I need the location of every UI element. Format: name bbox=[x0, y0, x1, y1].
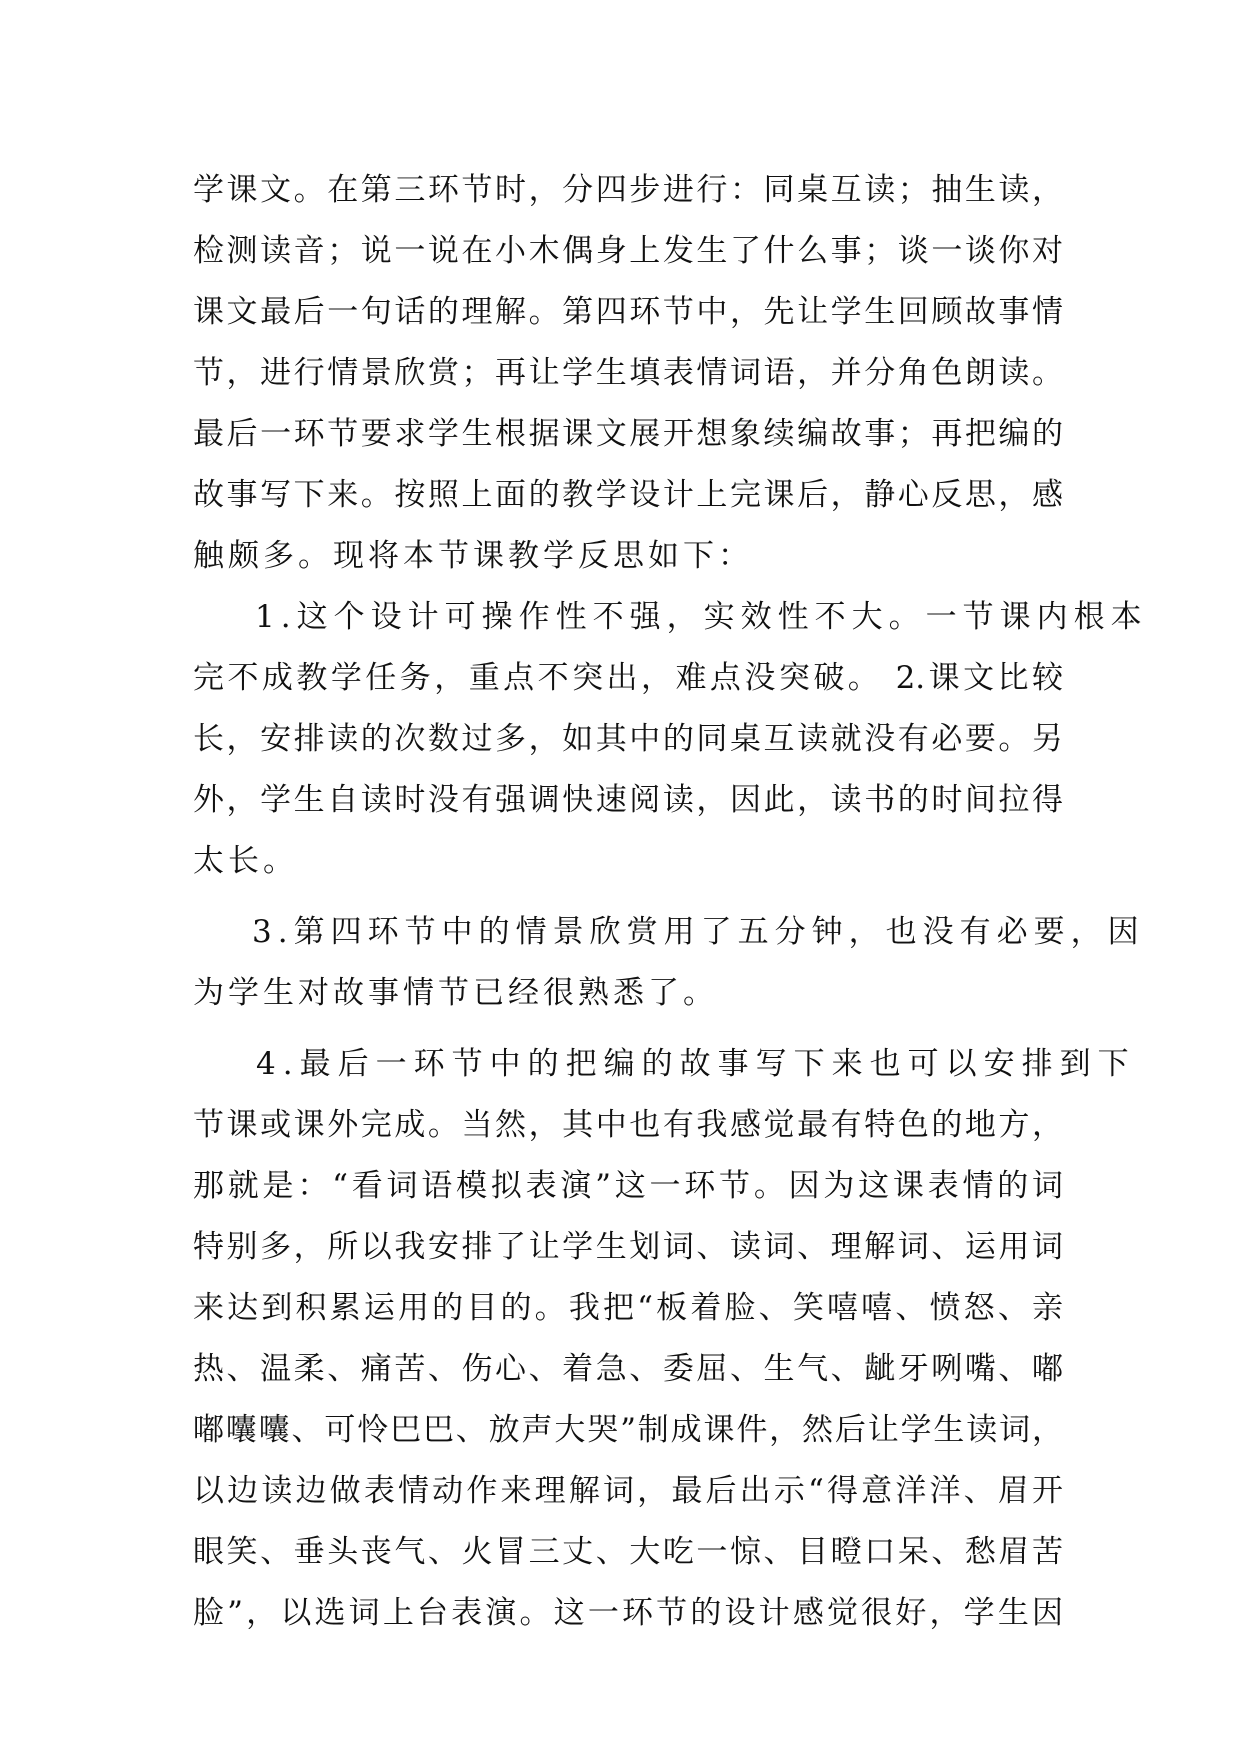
text-line: 触颇多。现将本节课教学反思如下： bbox=[193, 538, 753, 574]
text-line: 最后一环节要求学生根据课文展开想象续编故事；再把编的 bbox=[193, 416, 1063, 452]
text-line: 来达到积累运用的目的。我把“板着脸、笑嘻嘻、愤怒、亲 bbox=[193, 1290, 1063, 1326]
text-line: 热、温柔、痛苦、伤心、着急、委屈、生气、龇牙咧嘴、嘟 bbox=[193, 1351, 1063, 1387]
text-line: 眼笑、垂头丧气、火冒三丈、大吃一惊、目瞪口呆、愁眉苦 bbox=[193, 1534, 1063, 1570]
paragraph-start-line: 3.第四环节中的情景欣赏用了五分钟，也没有必要，因 bbox=[252, 914, 1145, 950]
paragraph-start-line: 4.最后一环节中的把编的故事写下来也可以安排到下 bbox=[256, 1046, 1136, 1082]
text-line: 以边读边做表情动作来理解词，最后出示“得意洋洋、眉开 bbox=[193, 1473, 1063, 1509]
text-line: 太长。 bbox=[193, 843, 298, 879]
text-line: 课文最后一句话的理解。第四环节中，先让学生回顾故事情 bbox=[193, 294, 1063, 330]
text-line: 长，安排读的次数过多，如其中的同桌互读就没有必要。另 bbox=[193, 721, 1063, 757]
text-line: 节课或课外完成。当然，其中也有我感觉最有特色的地方， bbox=[193, 1107, 1063, 1143]
text-line: 外，学生自读时没有强调快速阅读，因此，读书的时间拉得 bbox=[193, 782, 1063, 818]
text-line: 那就是：“看词语模拟表演”这一环节。因为这课表情的词 bbox=[193, 1168, 1063, 1204]
text-line: 特别多，所以我安排了让学生划词、读词、理解词、运用词 bbox=[193, 1229, 1063, 1265]
text-line: 检测读音；说一说在小木偶身上发生了什么事；谈一谈你对 bbox=[193, 233, 1063, 269]
text-line: 完不成教学任务，重点不突出，难点没突破。 2.课文比较 bbox=[193, 660, 1063, 696]
text-line: 为学生对故事情节已经很熟悉了。 bbox=[193, 975, 718, 1011]
text-line: 故事写下来。按照上面的教学设计上完课后，静心反思，感 bbox=[193, 477, 1063, 513]
paragraph-start-line: 1.这个设计可操作性不强，实效性不大。一节课内根本 bbox=[255, 599, 1148, 635]
text-line: 脸”，以选词上台表演。这一环节的设计感觉很好，学生因 bbox=[193, 1595, 1063, 1631]
text-line: 节，进行情景欣赏；再让学生填表情词语，并分角色朗读。 bbox=[193, 355, 1063, 391]
text-line: 嘟囔囔、可怜巴巴、放声大哭”制成课件，然后让学生读词， bbox=[193, 1412, 1063, 1448]
text-line: 学课文。在第三环节时，分四步进行：同桌互读；抽生读， bbox=[193, 172, 1063, 208]
